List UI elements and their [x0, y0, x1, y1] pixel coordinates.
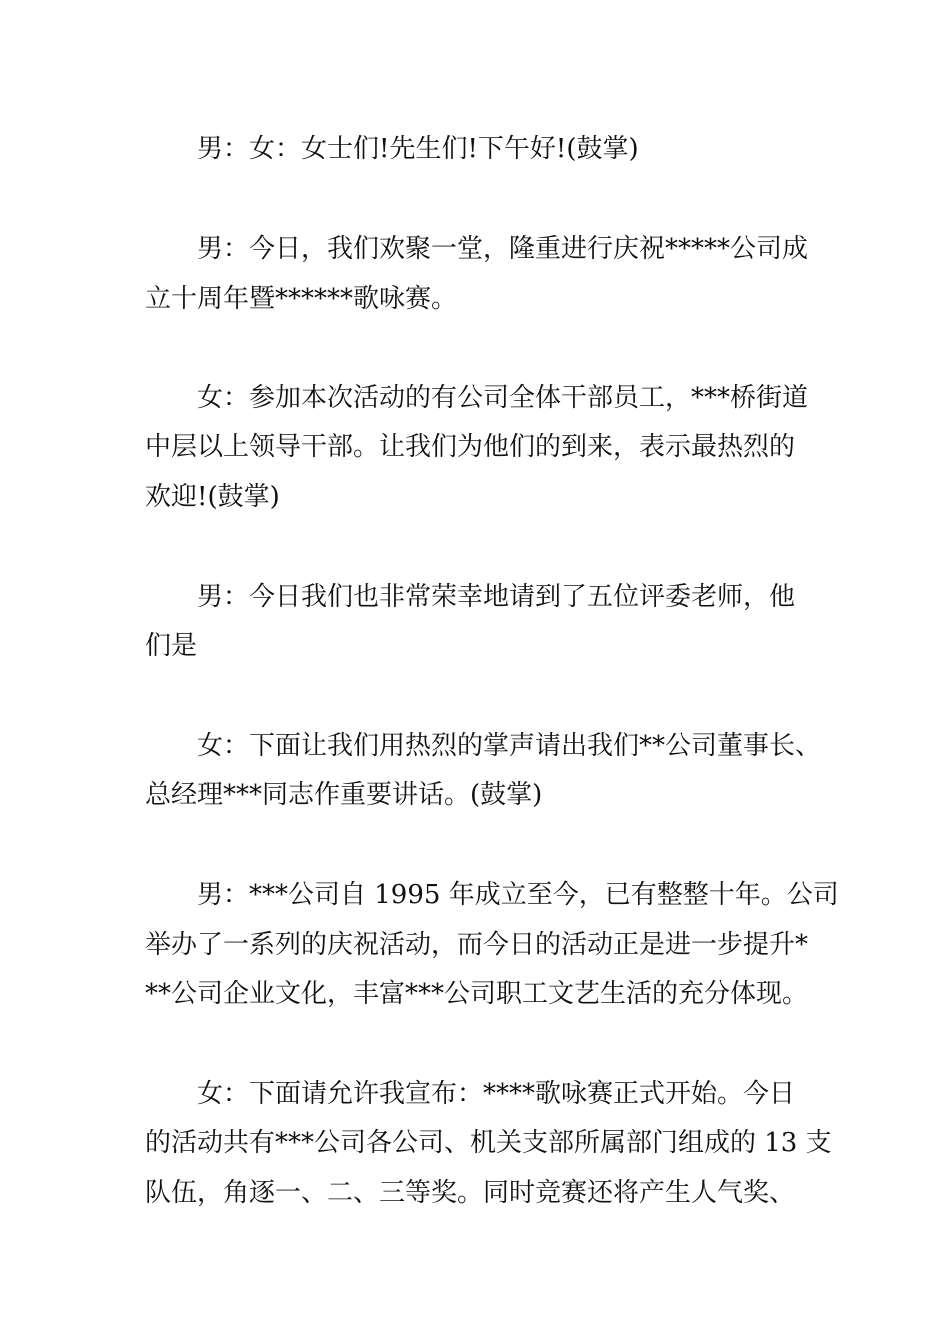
paragraph-5-line-2: 总经理***同志作重要讲话。(鼓掌) — [145, 780, 543, 810]
paragraph-6-line-1: 男：***公司自 1995 年成立至今，已有整整十年。公司 — [197, 880, 839, 910]
paragraph-2-line-2: 立十周年暨******歌咏赛。 — [145, 284, 458, 314]
paragraph-6-line-3: **公司企业文化，丰富***公司职工文艺生活的充分体现。 — [145, 979, 809, 1009]
paragraph-3-line-3: 欢迎!(鼓掌) — [145, 482, 280, 512]
paragraph-3-line-1: 女：参加本次活动的有公司全体干部员工，***桥街道 — [197, 383, 809, 413]
paragraph-1-line-1: 男：女：女士们!先生们!下午好!(鼓掌) — [197, 134, 639, 164]
paragraph-2-line-1: 男：今日，我们欢聚一堂，隆重进行庆祝*****公司成 — [197, 234, 809, 264]
paragraph-5-line-1: 女：下面让我们用热烈的掌声请出我们**公司董事长、 — [197, 731, 822, 761]
paragraph-7-line-2: 的活动共有***公司各公司、机关支部所属部门组成的 13 支 — [145, 1128, 832, 1158]
paragraph-6-line-2: 举办了一系列的庆祝活动，而今日的活动正是进一步提升* — [145, 930, 809, 960]
paragraph-3-line-2: 中层以上领导干部。让我们为他们的到来，表示最热烈的 — [145, 432, 796, 462]
paragraph-4-line-1: 男：今日我们也非常荣幸地请到了五位评委老师，他 — [197, 582, 796, 612]
paragraph-4-line-2: 们是 — [145, 631, 198, 661]
paragraph-7-line-3: 队伍，角逐一、二、三等奖。同时竞赛还将产生人气奖、 — [145, 1178, 796, 1208]
paragraph-7-line-1: 女：下面请允许我宣布：****歌咏赛正式开始。今日 — [197, 1079, 796, 1109]
